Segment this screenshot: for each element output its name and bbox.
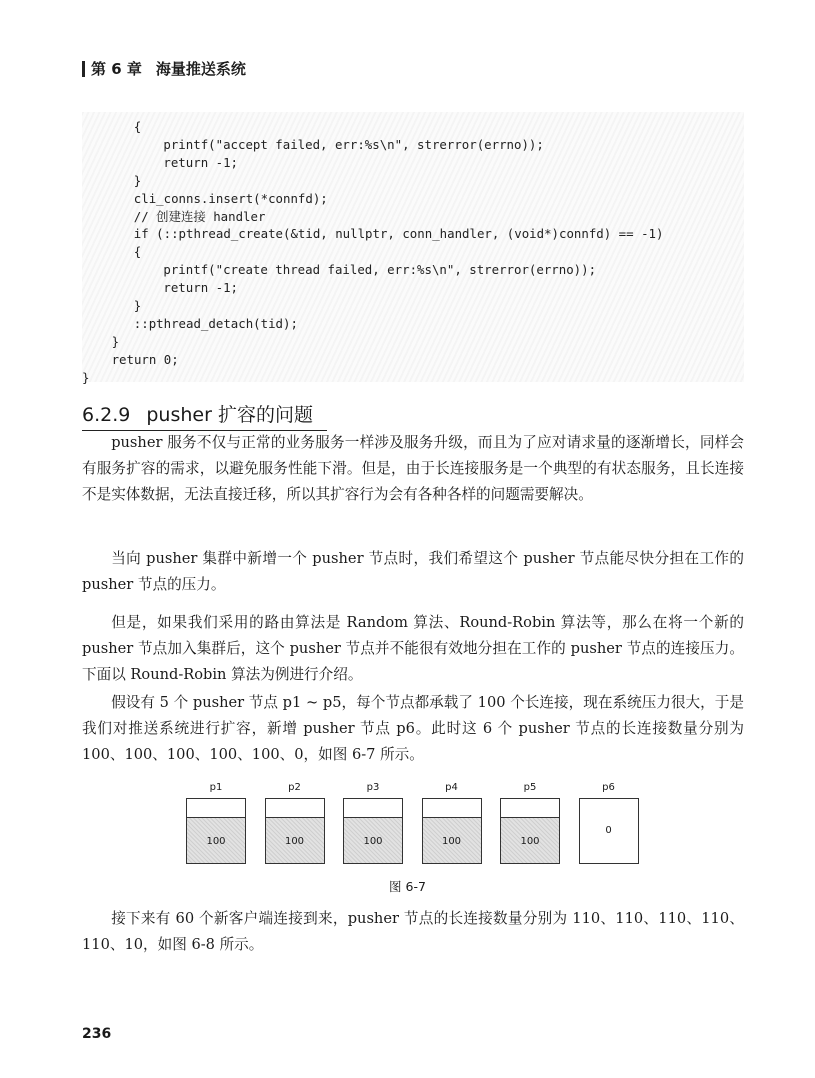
paragraph-2: 当向 pusher 集群中新增一个 pusher 节点时，我们希望这个 pusher 节点能尽快分担在工作的 pusher 节点的压力。 [82, 550, 744, 593]
figure-6-7 [186, 779, 638, 866]
header-chapter: 第 6 章 [91, 60, 142, 78]
code-line: } [111, 333, 120, 349]
code-line: cli_conns.insert(*connfd); [133, 190, 328, 206]
code-line: return 0; [111, 351, 179, 367]
node-value: 100 [206, 836, 226, 847]
pusher-node [343, 779, 403, 864]
code-line: return -1; [163, 154, 238, 170]
node-box [265, 798, 325, 864]
header-bar [82, 61, 85, 77]
figure-caption: 图 6-7 [389, 879, 426, 894]
code-line: if (::pthread_create(&tid, nullptr, conn_handler, (void*)connfd) == -1) [133, 226, 664, 242]
node-label: p5 [523, 782, 537, 793]
node-value: 100 [284, 836, 305, 847]
paragraph-1: pusher 服务不仅与正常的业务服务一样涉及服务升级，而且为了应对请求量的逐渐增长，同样会有服务扩容的需求，以避免服务性能下滑。但是，由于长连接服务是一个典型的有状态服务，且长连接不是实体数据，无法直接迁移，所以其扩容行为会有各种各样的问题需要解决。 [82, 434, 744, 503]
node-value: 0 [605, 825, 612, 836]
section-number: 6.2.9 [82, 404, 131, 426]
paragraph-3: 但是，如果我们采用的路由算法是 Random 算法、Round-Robin 算法等，那么在将一个新的 pusher 节点加入集群后，这个 pusher 节点并不能很有效地分担在工作的 pusher 节点的连接压力。下面以 Round-Robin 算法为例进行介绍。 [82, 614, 744, 683]
node-value: 100 [520, 836, 540, 847]
pusher-node [265, 779, 325, 864]
node-label: p6 [602, 782, 615, 793]
code-line: printf("accept failed, err:%s\n", strerror(errno)); [163, 136, 544, 152]
code-line: // 创建连接 handler [133, 208, 266, 224]
code-line: } [133, 172, 142, 188]
code-line: { [133, 244, 142, 260]
pusher-node [422, 779, 482, 864]
node-box [579, 798, 639, 864]
running-header [82, 58, 246, 79]
code-line: return -1; [163, 280, 238, 296]
pusher-node [500, 779, 560, 864]
node-value: 100 [441, 836, 462, 847]
code-line: { [133, 119, 142, 134]
code-line: printf("create thread failed, err:%s\n", strerror(errno)); [163, 262, 597, 278]
node-label: p2 [288, 782, 301, 793]
code-line: ::pthread_detach(tid); [133, 315, 298, 331]
pusher-node [579, 779, 639, 864]
code-line: } [82, 369, 90, 385]
paragraph-5: 接下来有 60 个新客户端连接到来，pusher 节点的长连接数量分别为 110、110、110、110、110、10，如图 6-8 所示。 [82, 910, 744, 953]
pusher-node [186, 779, 246, 864]
section-heading [82, 400, 327, 431]
node-box [186, 798, 246, 864]
node-box [343, 798, 403, 864]
node-value: 100 [363, 836, 383, 847]
code-block [82, 112, 744, 385]
node-box [422, 798, 482, 864]
node-label: p1 [209, 782, 223, 793]
page-number: 236 [82, 1026, 112, 1042]
code-line: } [133, 298, 142, 313]
node-label: p4 [445, 782, 458, 793]
header-title: 海量推送系统 [155, 60, 246, 78]
node-label: p3 [366, 782, 380, 793]
paragraph-4: 假设有 5 个 pusher 节点 p1 ~ p5，每个节点都承载了 100 个长连接，现在系统压力很大，于是我们对推送系统进行扩容，新增 pusher 节点 p6。此时这 6 个 pusher 节点的长连接数量分别为 100、100、100、100、100、0，如图 6-7 所示。 [82, 694, 744, 763]
node-box [500, 798, 560, 864]
section-title: pusher 扩容的问题 [146, 404, 313, 426]
